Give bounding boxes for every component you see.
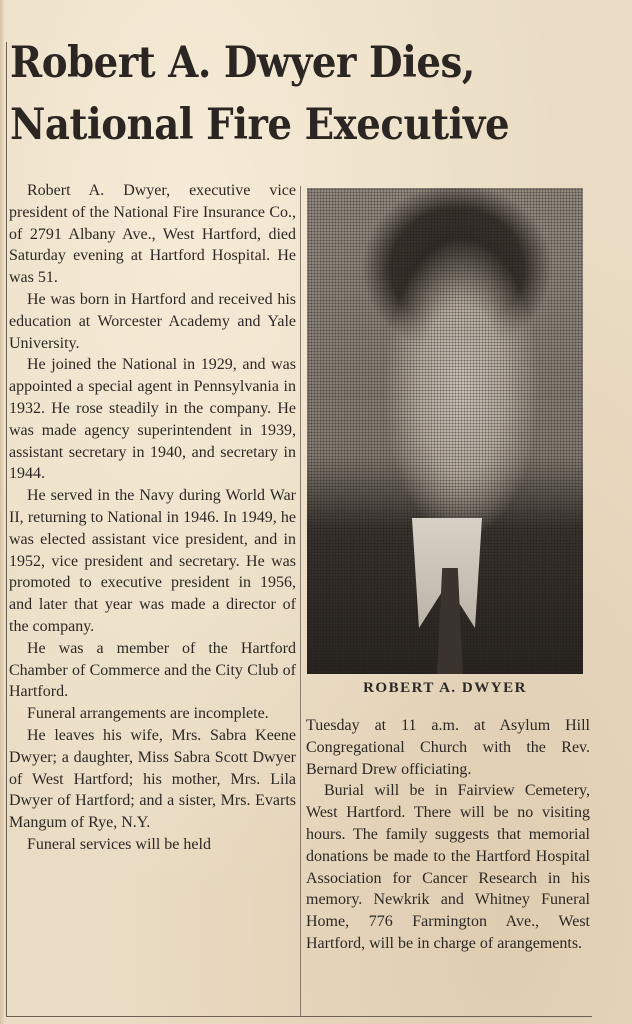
bottom-rule bbox=[6, 1016, 592, 1017]
photo-caption: ROBERT A. DWYER bbox=[363, 680, 527, 696]
paragraph: He served in the Navy during World War II, returning to National in 1946. In 1949, he was elected assistant vice president, and in 1952, vice president and secretary. He was promoted to executive president in 1956, and later that year was made a director of the company. bbox=[9, 487, 296, 635]
paper-edge bbox=[0, 0, 5, 1024]
article-column-right bbox=[306, 715, 590, 955]
column-rule-middle bbox=[300, 186, 301, 1016]
paragraph: He joined the National in 1929, and was appointed a special agent in Pennsylvania in 1932. He rose steadily in the company. He was made agency superintendent in 1939, assistant secretary in 1940, and secretary in 1944. bbox=[9, 356, 296, 483]
paragraph: Robert A. Dwyer, executive vice president of the National Fire Insurance Co., of 2791 Albany Ave., West Hartford, died Saturday evening at Hartford Hospital. He was 51. bbox=[9, 182, 296, 287]
column-rule-left bbox=[6, 42, 7, 1017]
paragraph: Tuesday at 11 a.m. at Asylum Hill Congregational Church with the Rev. Bernard Drew officiating. bbox=[306, 717, 590, 778]
paragraph: Funeral services will be held bbox=[27, 835, 211, 853]
headline bbox=[10, 32, 550, 156]
article-column-left bbox=[9, 180, 296, 856]
paragraph: Funeral arrangements are incomplete. bbox=[27, 705, 269, 723]
portrait-photo bbox=[307, 188, 583, 674]
paragraph: He was born in Hartford and received his education at Worcester Academy and Yale University. bbox=[9, 290, 296, 352]
paragraph: He leaves his wife, Mrs. Sabra Keene Dwyer; a daughter, Miss Sabra Scott Dwyer of West Hartford; his mother, Mrs. Lila Dwyer of Hartford; and a sister, Mrs. Evarts Mangum of Rye, N.Y. bbox=[9, 726, 296, 832]
headline-line-2: National Fire Executive bbox=[10, 100, 510, 150]
headline-line-1: Robert A. Dwyer Dies, bbox=[10, 38, 475, 88]
paragraph: He was a member of the Hartford Chamber of Commerce and the City Club of Hartford. bbox=[9, 639, 296, 701]
paragraph: Burial will be in Fairview Cemetery, West Hartford. There will be no visiting hours. The family suggests that memorial donations be made to the Hartford Hospital Association for Cancer Research in his memory. Newkrik and Whitney Funeral Home, 776 Farmington Ave., West Hartford, will be in charge of arangements. bbox=[306, 782, 590, 952]
